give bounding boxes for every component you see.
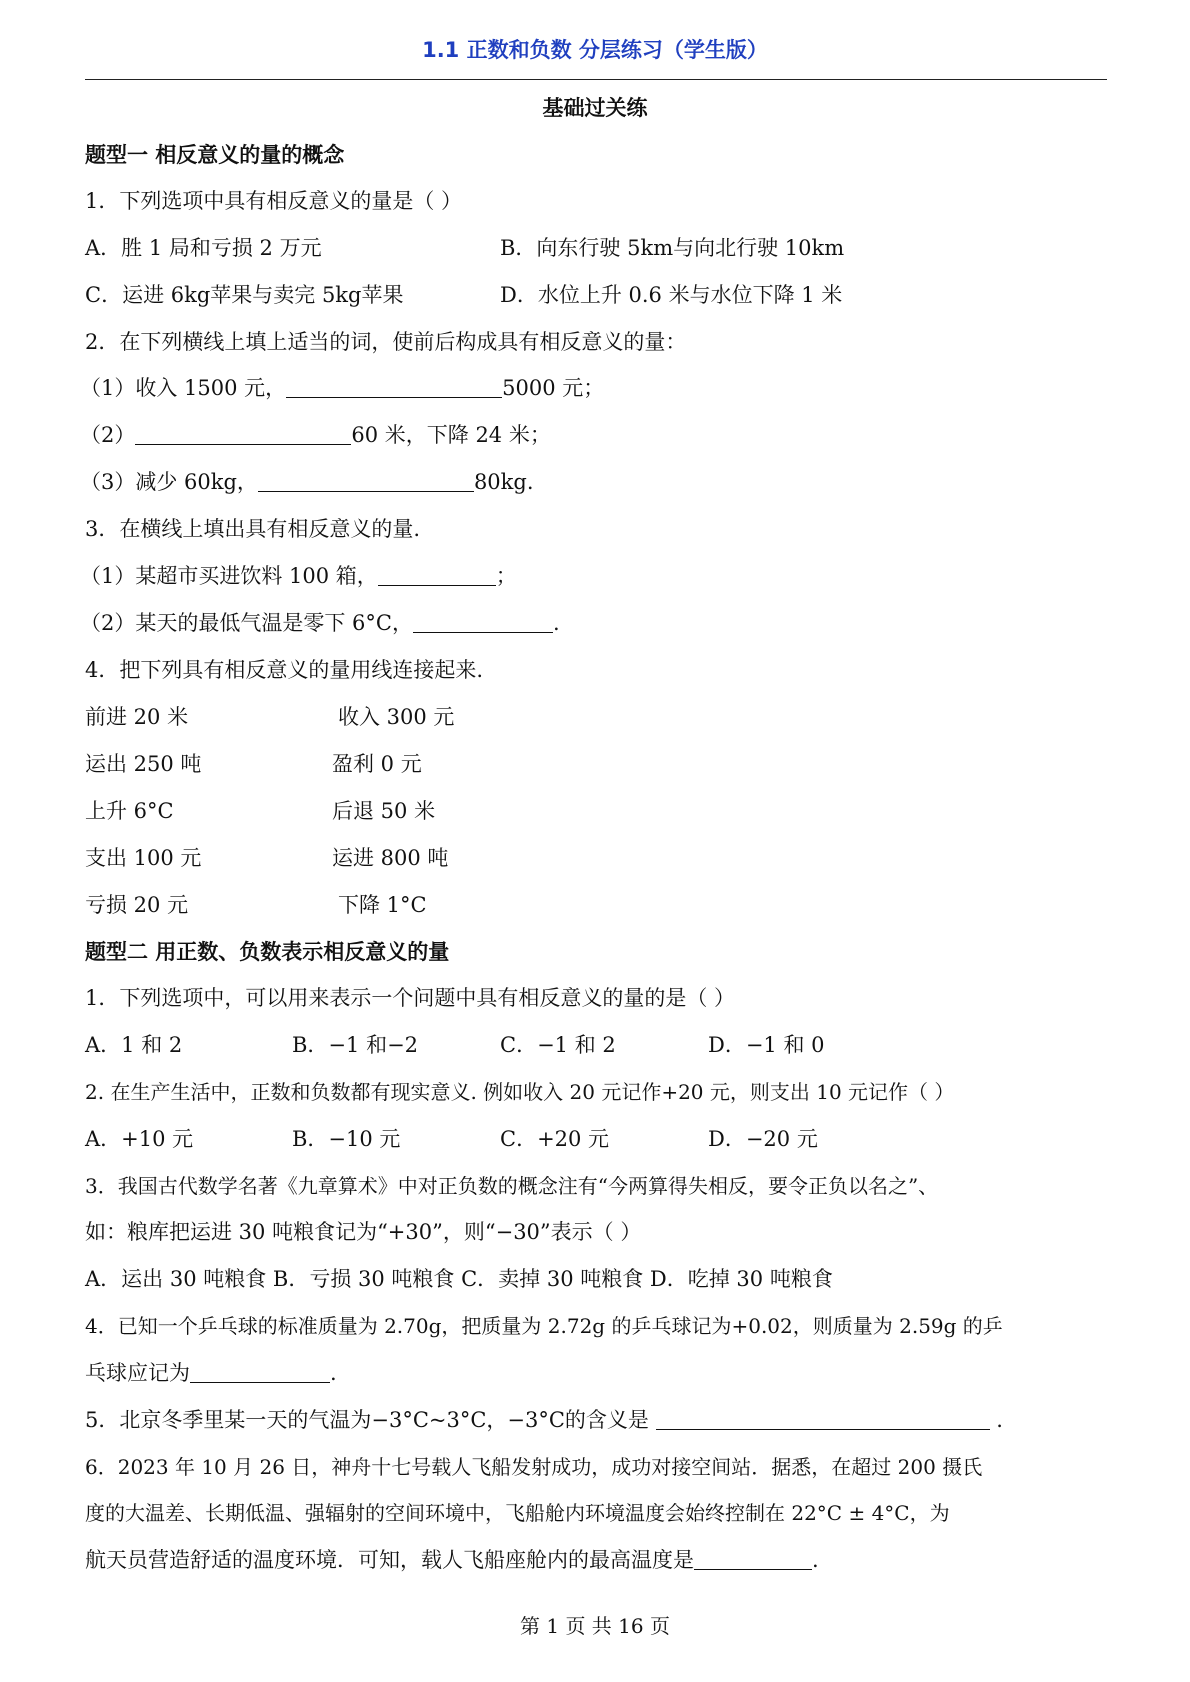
t2-q2-stem: 2. 在生产生活中，正数和负数都有现实意义. 例如收入 20 元记作+20 元，则支出 10 元记作（ ） — [85, 1080, 955, 1104]
t2-q1-option-a: A．1 和 2 — [85, 1033, 183, 1057]
type2-title: 题型二 用正数、负数表示相反意义的量 — [85, 940, 450, 964]
header-rule — [85, 79, 1107, 80]
t1-q3-part2 — [80, 609, 560, 637]
answer-blank[interactable] — [286, 377, 502, 398]
part-text: 5000 元； — [502, 376, 605, 400]
answer-blank[interactable] — [378, 565, 496, 586]
part-text: （1）某超市买进饮料 100 箱， — [80, 564, 378, 588]
part-text: . — [330, 1361, 337, 1385]
match-right-5: 下降 1°C — [338, 893, 427, 917]
match-left-3: 上升 6°C — [85, 799, 174, 823]
t2-q6-line3 — [85, 1546, 819, 1574]
answer-blank[interactable] — [413, 612, 553, 633]
t2-q2-option-d: D．−20 元 — [708, 1127, 818, 1151]
t2-q2-option-b: B．−10 元 — [292, 1127, 401, 1151]
t1-q1-option-d: D．水位上升 0.6 米与水位下降 1 米 — [500, 283, 843, 307]
t2-q1-option-d: D．−1 和 0 — [708, 1033, 825, 1057]
part-text: . — [989, 1408, 1003, 1432]
t1-q1-stem: 1．下列选项中具有相反意义的量是（ ） — [85, 189, 463, 213]
part-text: 5．北京冬季里某一天的气温为−3°C~3°C，−3°C的含义是 — [85, 1408, 656, 1432]
match-right-1: 收入 300 元 — [338, 705, 455, 729]
t1-q2-stem: 2．在下列横线上填上适当的词，使前后构成具有相反意义的量： — [85, 330, 687, 354]
t1-q1-option-a: A．胜 1 局和亏损 2 万元 — [85, 236, 322, 260]
match-left-1: 前进 20 米 — [85, 705, 189, 729]
section-title: 基础过关练 — [542, 96, 648, 120]
part-text: . — [812, 1548, 819, 1572]
t2-q1-option-b: B．−1 和−2 — [292, 1033, 419, 1057]
t2-q2-option-c: C．+20 元 — [500, 1127, 610, 1151]
page-title: 1.1 正数和负数 分层练习（学生版） — [422, 38, 768, 62]
match-right-3: 后退 50 米 — [332, 799, 436, 823]
t1-q2-part1 — [80, 374, 604, 402]
t2-q1-option-c: C．−1 和 2 — [500, 1033, 616, 1057]
answer-blank[interactable] — [258, 471, 474, 492]
t2-q3-options: A．运出 30 吨粮食 B．亏损 30 吨粮食 C．卖掉 30 吨粮食 D．吃掉 30 吨粮食 — [85, 1267, 833, 1291]
t1-q2-part2 — [80, 421, 551, 449]
part-text: ； — [495, 564, 517, 588]
t2-q4-line1: 4．已知一个乒乓球的标准质量为 2.70g，把质量为 2.72g 的乒乓球记为+0.02，则质量为 2.59g 的乒 — [85, 1314, 1003, 1338]
answer-blank[interactable] — [694, 1549, 812, 1570]
part-text: （1）收入 1500 元， — [80, 376, 287, 400]
t1-q4-stem: 4．把下列具有相反意义的量用线连接起来. — [85, 658, 484, 682]
match-right-4: 运进 800 吨 — [332, 846, 449, 870]
t2-q3-line1: 3．我国古代数学名著《九章算术》中对正负数的概念注有“今两算得失相反，要令正负以名之”、 — [85, 1174, 939, 1198]
match-left-4: 支出 100 元 — [85, 846, 202, 870]
t1-q1-option-b: B．向东行驶 5km与向北行驶 10km — [500, 236, 845, 260]
match-right-2: 盈利 0 元 — [332, 752, 422, 776]
t2-q6-line1: 6．2023 年 10 月 26 日，神舟十七号载人飞船发射成功，成功对接空间站．据悉，在超过 200 摄氏 — [85, 1455, 983, 1479]
part-text: 航天员营造舒适的温度环境．可知，载人飞船座舱内的最高温度是 — [85, 1548, 694, 1572]
part-text: （3）减少 60kg， — [80, 470, 258, 494]
t2-q5 — [85, 1406, 1003, 1434]
t1-q1-option-c: C．运进 6kg苹果与卖完 5kg苹果 — [85, 283, 404, 307]
t2-q2-option-a: A．+10 元 — [85, 1127, 194, 1151]
answer-blank[interactable] — [135, 424, 351, 445]
t2-q1-stem: 1．下列选项中，可以用来表示一个问题中具有相反意义的量的是（ ） — [85, 986, 736, 1010]
match-left-5: 亏损 20 元 — [85, 893, 189, 917]
part-text: . — [552, 611, 560, 635]
t2-q4-line2 — [85, 1359, 337, 1387]
part-text: （2） — [80, 423, 136, 447]
answer-blank[interactable] — [190, 1362, 330, 1383]
t1-q2-part3 — [80, 468, 534, 496]
page-footer: 第 1 页 共 16 页 — [520, 1614, 670, 1638]
type1-title: 题型一 相反意义的量的概念 — [85, 143, 345, 167]
part-text: 80kg. — [473, 470, 534, 494]
t1-q3-stem: 3．在横线上填出具有相反意义的量. — [85, 517, 421, 541]
part-text: （2）某天的最低气温是零下 6°C， — [80, 611, 413, 635]
answer-blank[interactable] — [656, 1409, 990, 1430]
t1-q3-part1 — [80, 562, 517, 590]
match-left-2: 运出 250 吨 — [85, 752, 202, 776]
part-text: 乓球应记为 — [85, 1361, 190, 1385]
part-text: 60 米，下降 24 米； — [351, 423, 551, 447]
t2-q6-line2: 度的大温差、长期低温、强辐射的空间环境中，飞船舱内环境温度会始终控制在 22°C ± 4°C，为 — [85, 1501, 950, 1525]
t2-q3-line2: 如：粮库把运进 30 吨粮食记为“+30”，则“−30”表示（ ） — [85, 1220, 642, 1244]
